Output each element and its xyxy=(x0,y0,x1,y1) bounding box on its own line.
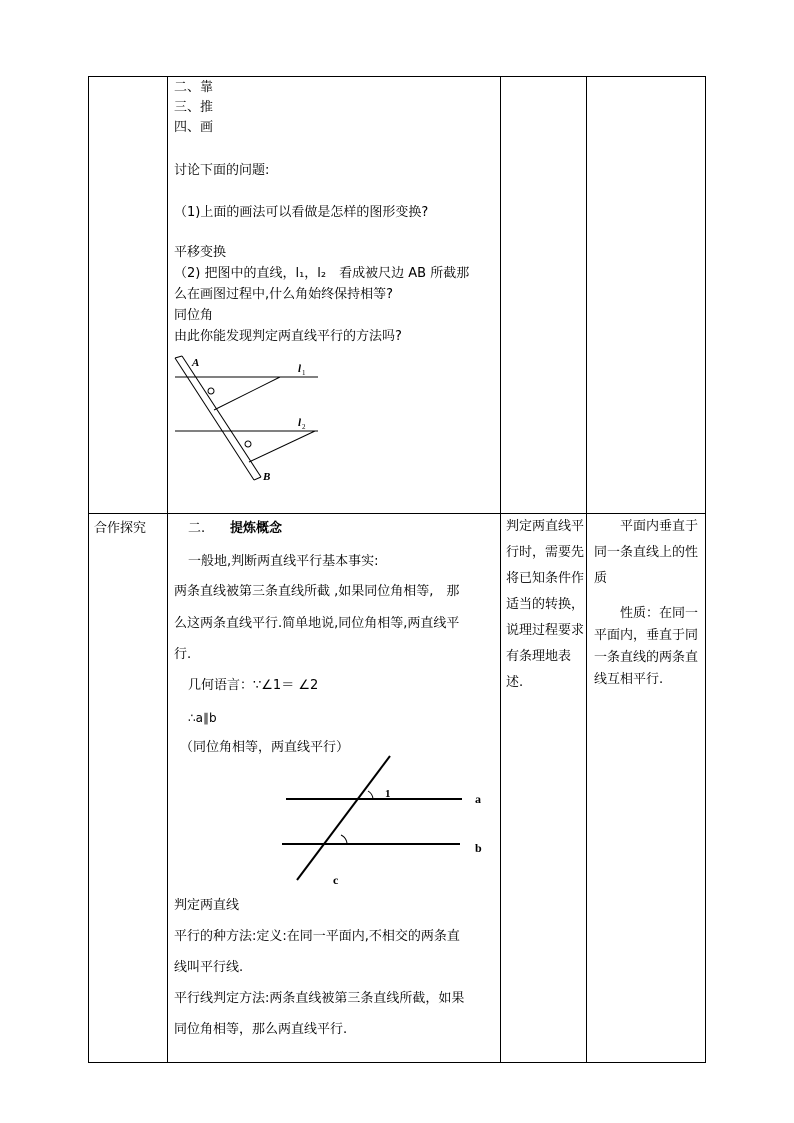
angle-1-arc xyxy=(368,791,373,799)
geometry-conclusion: ∴a∥b xyxy=(188,711,217,725)
question-2-line-1: （2) 把图中的直线，l₁，l₂ 看成被尺边 AB 所截那 xyxy=(174,266,470,281)
label-l1: l xyxy=(298,363,302,375)
label-a: A xyxy=(192,357,200,369)
paragraph-2-line-3: 行. xyxy=(174,647,192,662)
paragraph-4-line-2: 线叫平行线. xyxy=(174,960,244,975)
discuss-prompt: 讨论下面的问题: xyxy=(174,163,270,178)
angle-mark-2 xyxy=(245,441,251,447)
angle-2-arc xyxy=(341,835,347,844)
ruler-end-top xyxy=(175,356,182,358)
ruler-figure xyxy=(170,350,330,490)
ruler-edge-left xyxy=(175,358,254,480)
ruler-end-bottom xyxy=(254,477,261,480)
geometry-reason: （同位角相等，两直线平行） xyxy=(180,740,350,755)
question-1: （1)上面的画法可以看做是怎样的图形变换? xyxy=(174,205,429,220)
column-divider-3 xyxy=(586,77,587,1062)
set-square-2 xyxy=(249,431,315,462)
step-tui: 三、推 xyxy=(174,100,214,115)
ruler-edge-right xyxy=(182,356,261,477)
label-c-line: c xyxy=(333,873,339,887)
section-label: 合作探究 xyxy=(94,521,147,536)
column-divider-2 xyxy=(500,77,501,1062)
paragraph-5-line-2: 同位角相等，那么两直线平行. xyxy=(174,1022,348,1037)
step-kao: 二、靠 xyxy=(174,80,214,95)
paragraph-1: 一般地,判断两直线平行基本事实: xyxy=(188,554,379,569)
question-3: 由此你能发现判定两直线平行的方法吗? xyxy=(174,329,402,344)
label-l1-sub: 1 xyxy=(302,369,306,377)
angle-mark-1 xyxy=(208,388,214,394)
paragraph-4-line-1: 平行的种方法:定义:在同一平面内,不相交的两条直 xyxy=(174,929,460,944)
property-statement: 性质：在同一平面内，垂直于同一条直线的两条直线互相平行. xyxy=(594,606,699,687)
transversal-c xyxy=(297,756,390,880)
paragraph-3: 判定两直线 xyxy=(174,898,240,913)
property-title: 平面内垂直于同一条直线上的性质 xyxy=(594,519,699,586)
set-square-1 xyxy=(214,377,280,410)
label-1: 1 xyxy=(385,788,391,800)
paragraph-2-line-2: 么这两条直线平行.简单地说,同位角相等,两直线平 xyxy=(174,616,460,631)
paragraph-5-line-1: 平行线判定方法:两条直线被第三条直线所截，如果 xyxy=(174,991,465,1006)
answer-2: 同位角 xyxy=(174,308,214,323)
label-l2-sub: 2 xyxy=(302,423,306,431)
heading-number: 二. xyxy=(188,521,206,536)
parallel-lines-figure xyxy=(280,750,500,890)
answer-1: 平移变换 xyxy=(174,245,227,260)
label-b-line: b xyxy=(475,841,482,855)
teaching-note: 判定两直线平行时，需要先将已知条件作适当的转换，说理过程要求有条理地表述. xyxy=(506,519,585,690)
column-divider-1 xyxy=(167,77,168,1062)
geometry-language: 几何语言：∵∠1＝ ∠2 xyxy=(188,678,319,693)
question-2-line-2: 么在画图过程中,什么角始终保持相等? xyxy=(174,287,394,302)
label-l2: l xyxy=(298,417,302,429)
heading: 提炼概念 xyxy=(230,521,283,536)
label-b: B xyxy=(263,471,271,483)
step-hua: 四、画 xyxy=(174,120,214,135)
label-a-line: a xyxy=(475,792,481,806)
paragraph-2-line-1: 两条直线被第三条直线所截 ,如果同位角相等, 那 xyxy=(174,584,460,599)
